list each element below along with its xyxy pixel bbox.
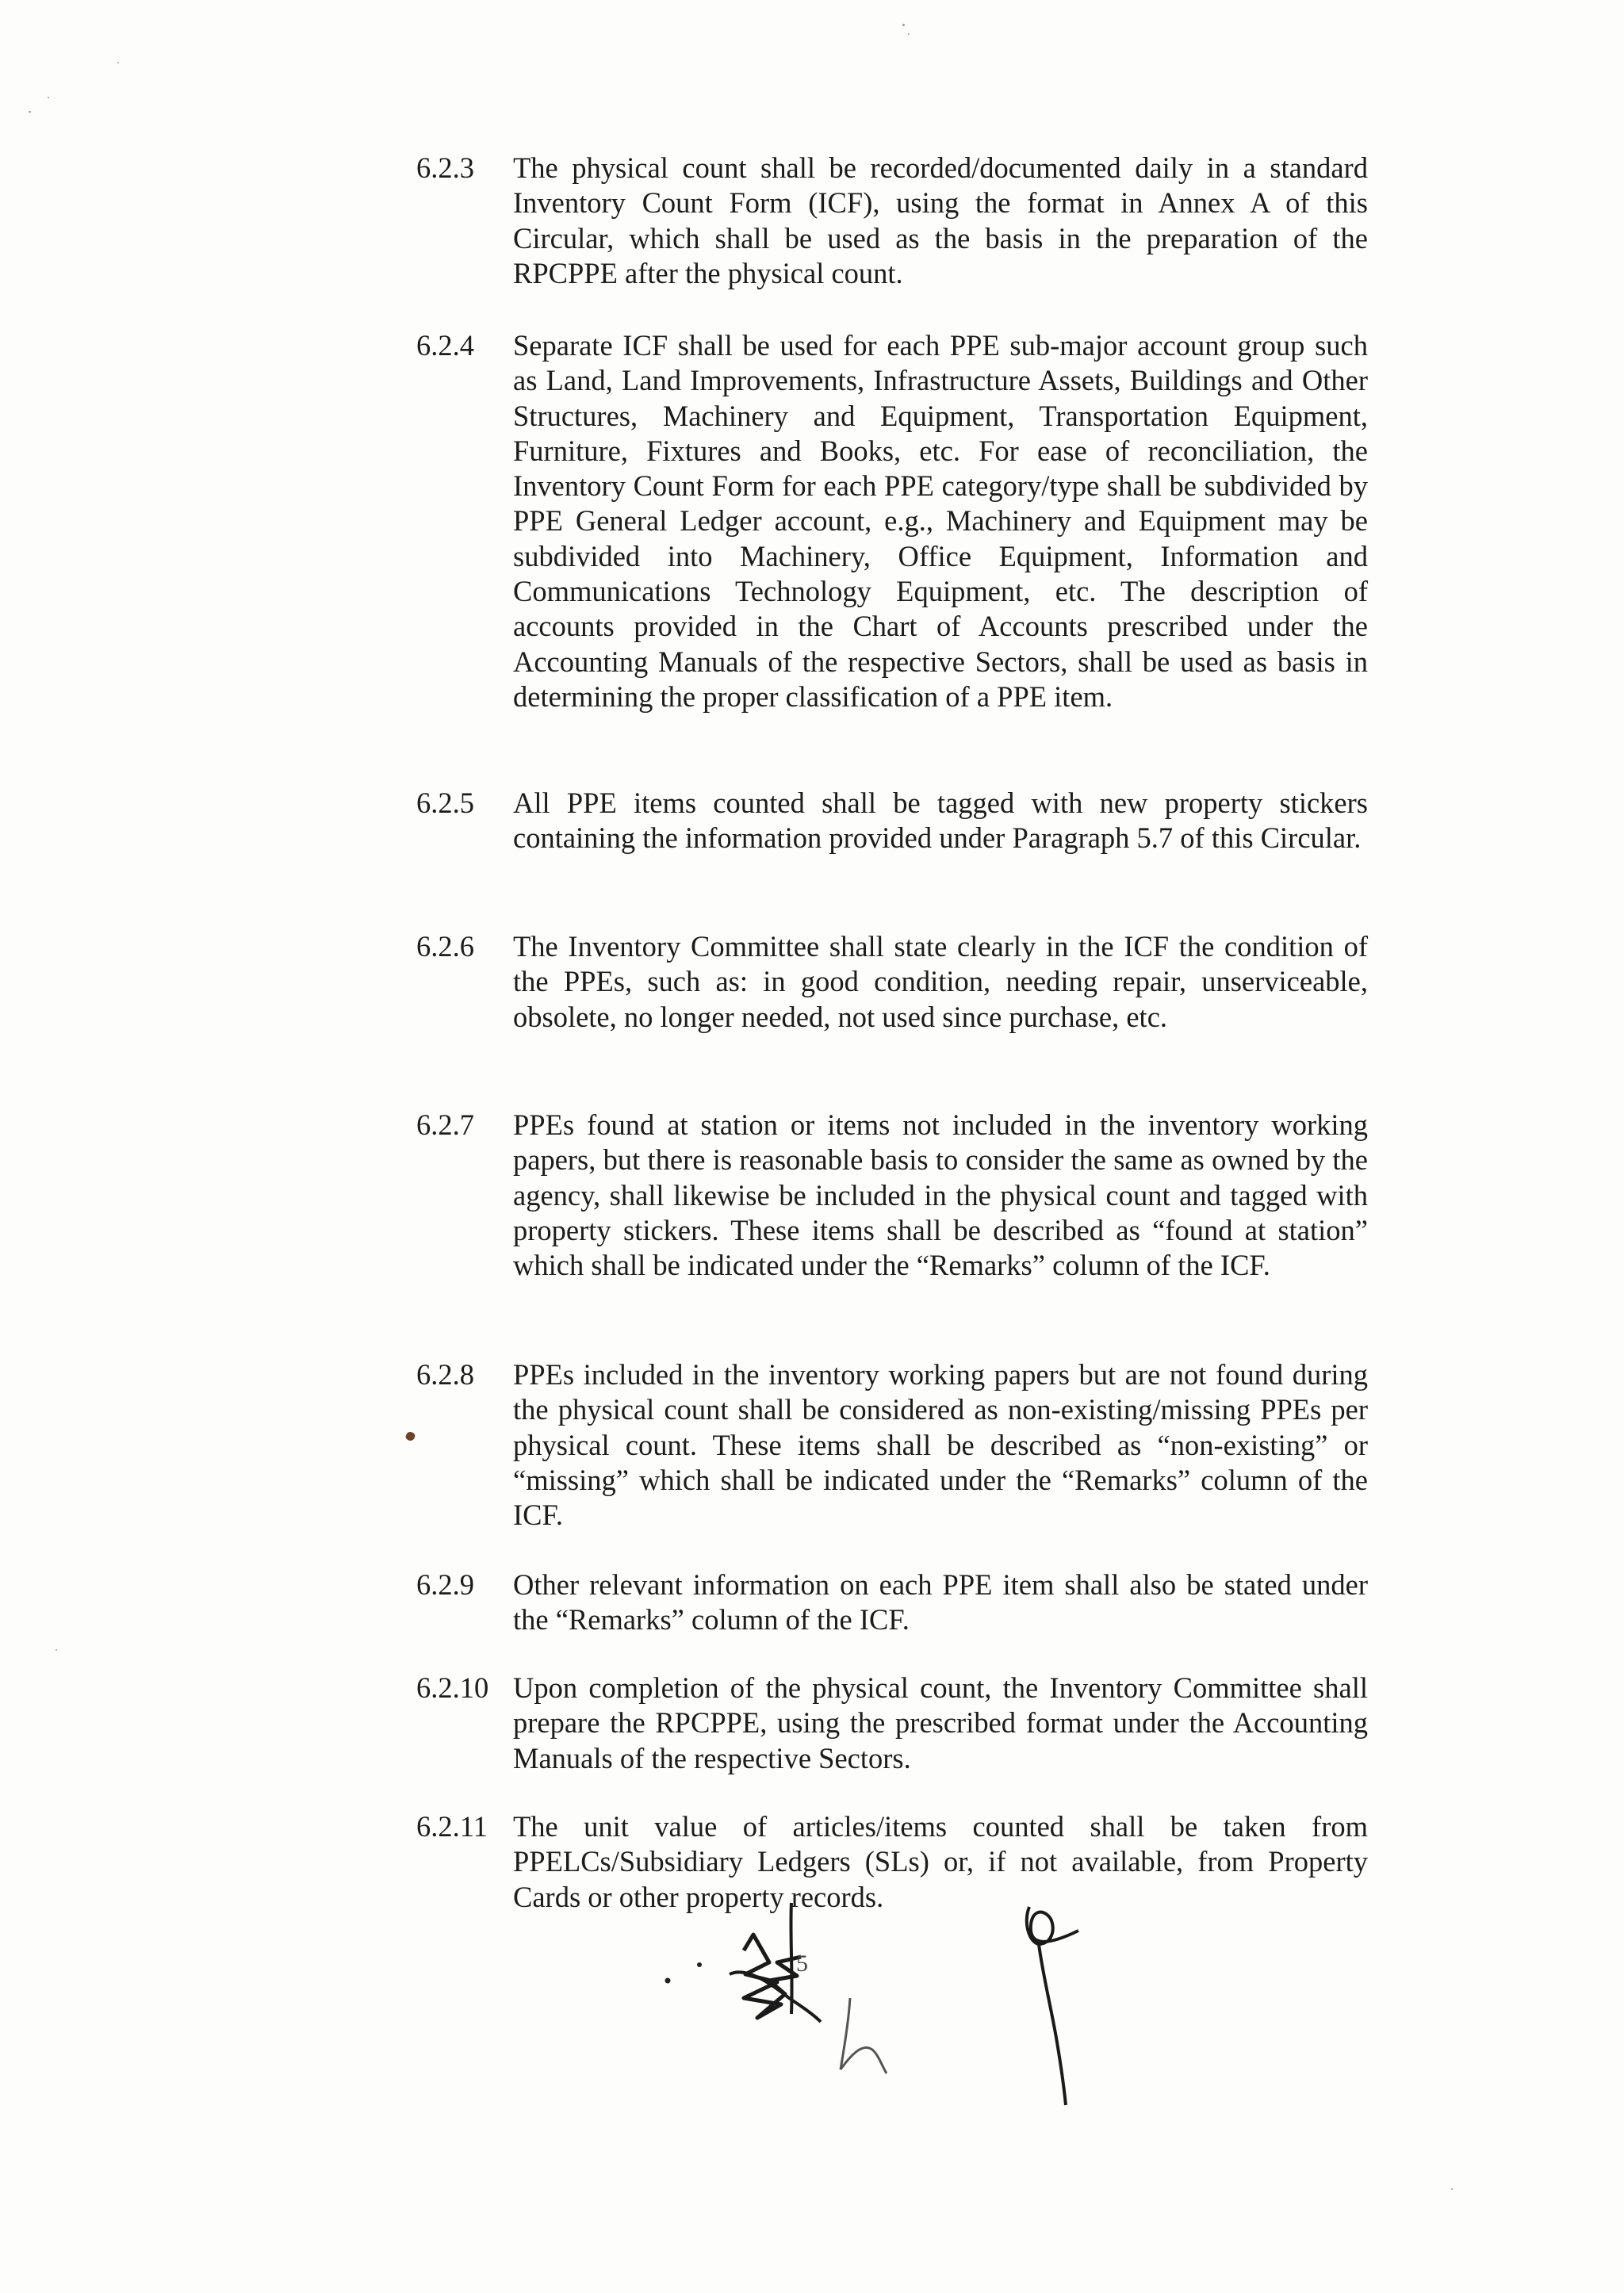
paragraph-number: 6.2.3 [416, 151, 474, 184]
paragraph-number: 6.2.8 [416, 1358, 474, 1391]
paragraph-6-2-8 [416, 1357, 1368, 1533]
scan-speck [908, 33, 910, 35]
paragraph-6-2-7 [416, 1108, 1368, 1283]
scan-speck [56, 1649, 57, 1651]
paragraph-text: The Inventory Committee shall state clearly in the ICF the condition of the PPEs, such as: in good condition, needing repair, unserviceable, obsolete, no longer needed, not used since purchase, etc. [513, 930, 1368, 1033]
paragraph-text: PPEs included in the inventory working papers but are not found during the physical count shall be considered as non-existing/missing PPEs per physical count. These items shall be described as “non-existing” or “missing” which shall be indicated under the “Remarks” column of the ICF. [513, 1358, 1368, 1532]
paragraph-text: The physical count shall be recorded/documented daily in a standard Inventory Count Form (ICF), using the format in Annex A of this Circular, which shall be used as the basis in the preparation of the RPCPPE after the physical count. [513, 151, 1368, 289]
scan-speck [29, 111, 31, 113]
paragraph-text: Other relevant information on each PPE item shall also be stated under the “Remarks” column of the ICF. [513, 1568, 1368, 1636]
paragraph-number: 6.2.9 [416, 1568, 474, 1601]
paragraph-number: 6.2.5 [416, 787, 474, 819]
paragraph-text: PPEs found at station or items not included in the inventory working papers, but there is reasonable basis to consider the same as owned by the agency, shall likewise be included in the physical count and tagged with property stickers. These items shall be described as “found at station” which shall be indicated under the “Remarks” column of the ICF. [513, 1108, 1368, 1282]
ink-mark [404, 1430, 416, 1442]
initials-signatures [650, 1887, 1142, 2125]
paragraph-text: The unit value of articles/items counted shall be taken from PPELCs/Subsidiary Ledgers (SLs) or, if not available, from Property Cards or other property records. [513, 1810, 1368, 1913]
paragraph-number: 6.2.4 [416, 329, 474, 362]
paragraph-text: Separate ICF shall be used for each PPE sub-major account group such as Land, Land Improvements, Infrastructure Assets, Buildings and Other Structures, Machinery and Equipment, Transportation Equipment, Furniture, Fixtures and Books, etc. For ease of reconciliation, the Inventory Count Form for each PPE category/type shall be subdivided by PPE General Ledger account, e.g., Machinery and Equipment may be subdivided into Machinery, Office Equipment, Information and Communications Technology Equipment, etc. The description of accounts provided in the Chart of Accounts prescribed under the Accounting Manuals of the respective Sectors, shall be used as basis in determining the proper classification of a PPE item. [513, 329, 1368, 713]
scan-speck [117, 62, 119, 63]
scan-speck [1451, 2188, 1453, 2190]
paragraph-number: 6.2.11 [416, 1810, 488, 1843]
paragraph-text: Upon completion of the physical count, the Inventory Committee shall prepare the RPCPPE, using the prescribed format under the Accounting Manuals of the respective Sectors. [513, 1671, 1368, 1774]
paragraph-6-2-5 [416, 786, 1368, 856]
paragraph-number: 6.2.6 [416, 930, 474, 963]
page-number: 5 [796, 1950, 808, 1977]
paragraph-6-2-10 [416, 1671, 1368, 1776]
paragraph-6-2-4 [416, 328, 1368, 714]
scan-speck [902, 24, 905, 26]
paragraph-6-2-3 [416, 151, 1368, 291]
paragraph-6-2-9 [416, 1568, 1368, 1638]
scan-speck [48, 97, 49, 98]
paragraph-number: 6.2.7 [416, 1108, 474, 1141]
paragraph-6-2-6 [416, 929, 1368, 1035]
paragraph-number: 6.2.10 [416, 1671, 489, 1704]
paragraph-text: All PPE items counted shall be tagged with new property stickers containing the information provided under Paragraph 5.7 of this Circular. [513, 787, 1368, 855]
